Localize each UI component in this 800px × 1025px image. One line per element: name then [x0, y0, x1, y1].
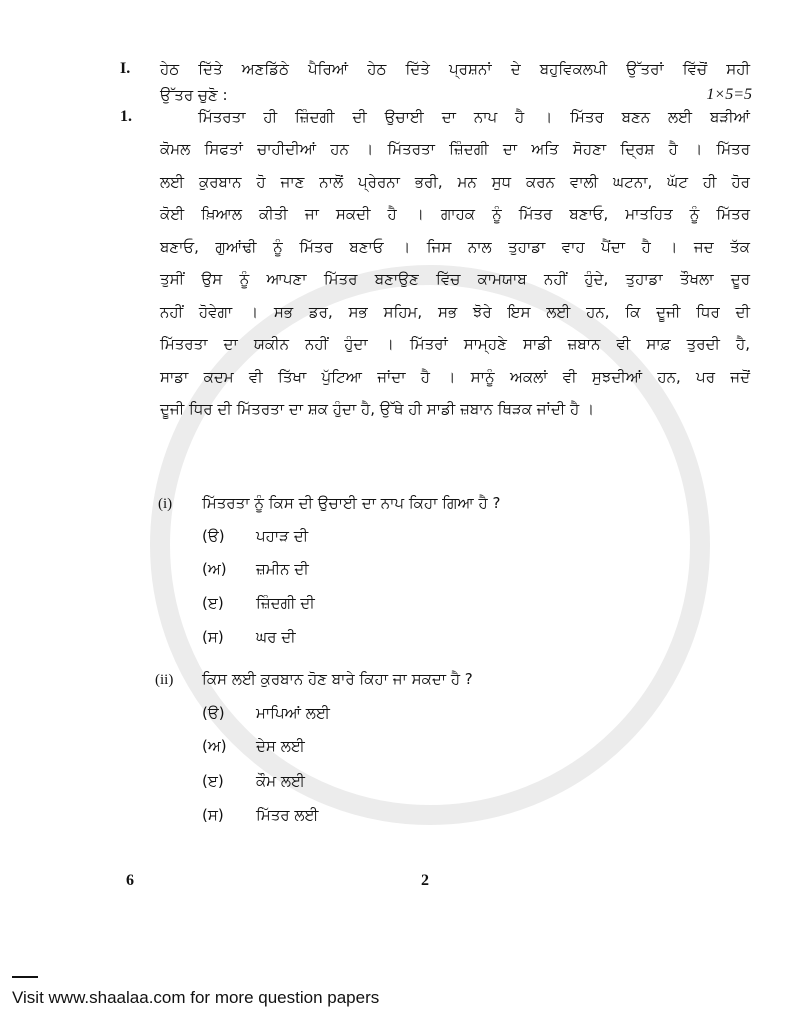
- visit-link[interactable]: Visit www.shaalaa.com for more question papers: [12, 988, 380, 1007]
- section-number: I.: [120, 60, 131, 77]
- question-text: ਕਿਸ ਲਈ ਕੁਰਬਾਨ ਹੋਣ ਬਾਰੇ ਕਿਹਾ ਜਾ ਸਕਦਾ ਹੈ ?: [202, 670, 473, 688]
- passage-line: ਬਣਾਓ, ਗੁਆਂਢੀ ਨੂੰ ਮਿੱਤਰ ਬਣਾਓ । ਜਿਸ ਨਾਲ ਤੁਹਾਡਾ ਵਾਹ ਪੈਂਦਾ ਹੈ । ਜਦ ਤੱਕ: [160, 238, 750, 256]
- option-label: (ਅ): [202, 560, 227, 578]
- passage-line: ਦੂਜੀ ਧਿਰ ਦੀ ਮਿੱਤਰਤਾ ਦਾ ਸ਼ਕ ਹੁੰਦਾ ਹੈ, ਉੱਥੇ ਹੀ ਸਾਡੀ ਜ਼ਬਾਨ ਥਿੜਕ ਜਾਂਦੀ ਹੈ ।: [160, 400, 595, 418]
- option-label: (ੳ): [202, 527, 225, 545]
- option-text: ਮਿੱਤਰ ਲਈ: [256, 806, 319, 824]
- option-text: ਪਹਾੜ ਦੀ: [256, 527, 309, 545]
- passage-line: ਮਿੱਤਰਤਾ ਦਾ ਯਕੀਨ ਨਹੀਂ ਹੁੰਦਾ । ਮਿੱਤਰਾਂ ਸਾਮ੍ਹਣੇ ਸਾਡੀ ਜ਼ਬਾਨ ਵੀ ਸਾਫ਼ ਤੁਰਦੀ ਹੈ,: [160, 335, 750, 353]
- passage-line: ਨਹੀਂ ਹੋਵੇਗਾ । ਸਭ ਡਰ, ਸਭ ਸਹਿਮ, ਸਭ ਝੋਰੇ ਇਸ ਲਈ ਹਨ, ਕਿ ਦੂਜੀ ਧਿਰ ਦੀ: [160, 303, 750, 321]
- divider: [12, 976, 38, 978]
- passage-line: ਮਿੱਤਰਤਾ ਹੀ ਜ਼ਿੰਦਗੀ ਦੀ ਉਚਾਈ ਦਾ ਨਾਪ ਹੈ । ਮਿੱਤਰ ਬਣਨ ਲਈ ਬੜੀਆਂ: [198, 108, 750, 126]
- instruction-line: ਉੱਤਰ ਚੁਣੋ :: [160, 86, 228, 104]
- option-text: ਘਰ ਦੀ: [256, 628, 296, 646]
- option-text: ਕੌਮ ਲਈ: [256, 772, 305, 790]
- question-number: (i): [158, 496, 173, 512]
- passage-line: ਕੋਮਲ ਸਿਫਤਾਂ ਚਾਹੀਦੀਆਂ ਹਨ । ਮਿੱਤਰਤਾ ਜ਼ਿੰਦਗੀ ਦਾ ਅਤਿ ਸੋਹਣਾ ਦ੍ਰਿਸ਼ ਹੈ । ਮਿੱਤਰ: [160, 140, 750, 158]
- option-label: (ੲ): [202, 772, 224, 790]
- question-text: ਮਿੱਤਰਤਾ ਨੂੰ ਕਿਸ ਦੀ ਉਚਾਈ ਦਾ ਨਾਪ ਕਿਹਾ ਗਿਆ ਹੈ ?: [202, 494, 501, 512]
- question-number: (ii): [155, 672, 174, 688]
- option-label: (ੳ): [202, 704, 225, 722]
- passage-line: ਲਈ ਕੁਰਬਾਨ ਹੋ ਜਾਣ ਨਾਲੋਂ ਪ੍ਰੇਰਨਾ ਭਰੀ, ਮਨ ਸੁਧ ਕਰਨ ਵਾਲੀ ਘਟਨਾ, ਘੱਟ ਹੀ ਹੋਰ: [160, 173, 750, 191]
- passage-line: ਤੁਸੀਂ ਉਸ ਨੂੰ ਆਪਣਾ ਮਿੱਤਰ ਬਣਾਉਣ ਵਿੱਚ ਕਾਮਯਾਬ ਨਹੀਂ ਹੁੰਦੇ, ਤੁਹਾਡਾ ਤੌਖਲਾ ਦੂਰ: [160, 270, 750, 288]
- option-label: (ਅ): [202, 737, 227, 755]
- instruction-line: ਹੇਠ ਦਿੱਤੇ ਅਣਡਿੱਠੇ ਪੈਰਿਆਂ ਹੇਠ ਦਿੱਤੇ ਪ੍ਰਸ਼ਨਾਂ ਦੇ ਬਹੁਵਿਕਲਪੀ ਉੱਤਰਾਂ ਵਿੱਚੋਂ ਸਹੀ: [160, 60, 750, 78]
- option-text: ਦੇਸ ਲਈ: [256, 737, 305, 755]
- option-text: ਜ਼ਮੀਨ ਦੀ: [256, 560, 309, 578]
- paper-code: 6: [126, 872, 134, 889]
- option-text: ਮਾਪਿਆਂ ਲਈ: [256, 704, 330, 722]
- page-number: 2: [421, 872, 429, 889]
- option-text: ਜ਼ਿੰਦਗੀ ਦੀ: [256, 594, 315, 612]
- passage-number: 1.: [120, 108, 132, 125]
- option-label: (ਸ): [202, 628, 224, 646]
- option-label: (ਸ): [202, 806, 224, 824]
- passage-line: ਸਾਡਾ ਕਦਮ ਵੀ ਤਿੱਖਾ ਪੁੱਟਿਆ ਜਾਂਦਾ ਹੈ । ਸਾਨੂੰ ਅਕਲਾਂ ਵੀ ਸੁਝਦੀਆਂ ਹਨ, ਪਰ ਜਦੋਂ: [160, 368, 750, 386]
- marks: 1×5=5: [706, 86, 752, 103]
- passage-line: ਕੋਈ ਖ਼ਿਆਲ ਕੀਤੀ ਜਾ ਸਕਦੀ ਹੈ । ਗਾਹਕ ਨੂੰ ਮਿੱਤਰ ਬਣਾਓ, ਮਾਤਹਿਤ ਨੂੰ ਮਿੱਤਰ: [160, 205, 750, 223]
- option-label: (ੲ): [202, 594, 224, 612]
